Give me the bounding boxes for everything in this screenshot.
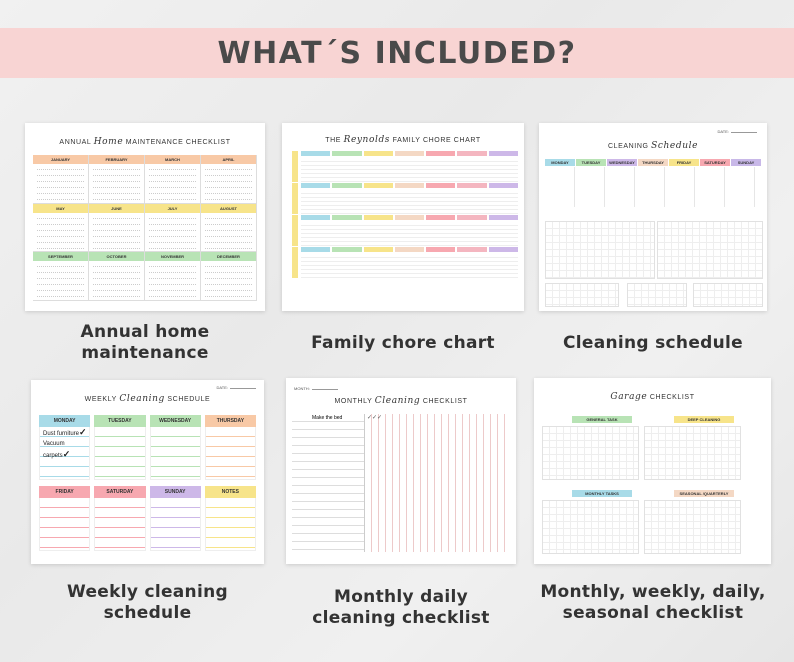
day-header (364, 183, 393, 188)
task-line (205, 232, 252, 237)
task-line (93, 262, 140, 267)
task-line (149, 268, 196, 273)
day-header: FRIDAY (39, 486, 90, 498)
task-line (93, 274, 140, 279)
month-field: MONTH: (294, 386, 338, 391)
weekly-date-field: DATE: (217, 385, 256, 390)
day-header (301, 247, 330, 252)
month-header: FEBRUARY (89, 155, 144, 164)
caption-weekly: Weekly cleaning schedule (67, 582, 228, 623)
person-group (292, 151, 518, 182)
task-line (37, 189, 84, 194)
month-header: JUNE (89, 204, 144, 213)
monthly-checklist-preview (286, 378, 516, 564)
day-body (39, 427, 90, 480)
section-grid (644, 426, 741, 480)
caption-monthly: Monthly daily cleaning checklist (312, 587, 490, 628)
day-header: SUNDAY (150, 486, 201, 498)
section-header: SEASONAL /QUARTERLY (674, 490, 734, 497)
day-header (364, 215, 393, 220)
month-cell (145, 155, 201, 204)
day-header: THURSDAY (205, 415, 256, 427)
monthly-checks: ✓✓✓ (367, 415, 383, 421)
task-line (37, 238, 84, 243)
task-line (93, 232, 140, 237)
task-line (93, 220, 140, 225)
task-line (37, 268, 84, 273)
month-header: NOVEMBER (145, 252, 200, 261)
day-header-row (301, 215, 518, 220)
caption-cleaning: Cleaning schedule (563, 333, 743, 353)
task-line (37, 262, 84, 267)
annual-preview-title: ANNUAL Home MAINTENANCE CHECKLIST (59, 137, 231, 147)
task-line (205, 238, 252, 243)
task-line (37, 171, 84, 176)
day-column (205, 486, 256, 551)
month-header: JANUARY (33, 155, 88, 164)
task-line (205, 226, 252, 231)
task-line (205, 274, 252, 279)
section-header: DEEP CLEANING (674, 416, 734, 423)
chore-lines (301, 222, 518, 246)
task-line (149, 274, 196, 279)
day-header-row (301, 247, 518, 252)
task-line (205, 262, 252, 267)
monthly-preview-title: MONTHLY Cleaning CHECKLIST (334, 396, 468, 406)
task-line (37, 244, 84, 249)
day-header: MONDAY (545, 159, 575, 166)
day-header: TUESDAY (576, 159, 606, 166)
day-header (489, 183, 518, 188)
task-line (205, 177, 252, 182)
task-line (93, 165, 140, 170)
person-tag (292, 183, 298, 214)
task-text: Dust furniture (43, 431, 80, 437)
day-header: THURSDAY (638, 159, 668, 166)
day-body (205, 427, 256, 480)
caption-chore: Family chore chart (311, 333, 495, 353)
task-line (37, 232, 84, 237)
task-line (149, 214, 196, 219)
month-cell (33, 252, 89, 301)
cleaning-preview-title: CLEANING Schedule (607, 141, 699, 151)
quarterly-block (545, 283, 619, 307)
task-line (149, 165, 196, 170)
task-line (149, 238, 196, 243)
month-cell (201, 252, 257, 301)
task-line (93, 268, 140, 273)
day-header (332, 151, 361, 156)
task-row (40, 439, 89, 461)
day-column (94, 415, 145, 480)
month-header: AUGUST (201, 204, 256, 213)
day-header (489, 247, 518, 252)
task-line (37, 274, 84, 279)
task-line (37, 220, 84, 225)
task-line (149, 220, 196, 225)
task-line (205, 165, 252, 170)
task-line (205, 292, 252, 297)
day-header (457, 151, 486, 156)
day-header: WEDNESDAY (150, 415, 201, 427)
cleaning-day-headers (545, 159, 761, 166)
task-line (149, 286, 196, 291)
task-line (149, 226, 196, 231)
task-line (149, 189, 196, 194)
task-line (205, 189, 252, 194)
day-header (332, 215, 361, 220)
month-cell (33, 204, 89, 253)
day-header (426, 215, 455, 220)
day-column (205, 415, 256, 480)
month-header: MAY (33, 204, 88, 213)
month-cell (33, 155, 89, 204)
person-tag (292, 151, 298, 182)
task-line (93, 292, 140, 297)
task-line (37, 226, 84, 231)
day-header: TUESDAY (94, 415, 145, 427)
task-line (149, 195, 196, 200)
section-header: GENERAL TASK (572, 416, 632, 423)
caption-annual: Annual home maintenance (80, 322, 210, 363)
day-header-row (301, 183, 518, 188)
caption-garage: Monthly, weekly, daily, seasonal checklist (540, 582, 766, 623)
garage-checklist-preview (534, 378, 771, 564)
task-line (37, 165, 84, 170)
task-line (205, 286, 252, 291)
task-line (93, 183, 140, 188)
task-line (205, 220, 252, 225)
task-text: Vacuum carpets (43, 441, 65, 459)
person-group (292, 215, 518, 246)
day-body (150, 498, 201, 551)
day-header (489, 151, 518, 156)
day-header (426, 247, 455, 252)
page-title: WHAT´S INCLUDED? (217, 35, 577, 71)
day-header (457, 183, 486, 188)
day-header: SATURDAY (700, 159, 730, 166)
section-header: MONTHLY TASKS (572, 490, 632, 497)
person-group (292, 183, 518, 214)
month-cell (145, 204, 201, 253)
month-header: MARCH (145, 155, 200, 164)
day-column (150, 415, 201, 480)
day-body (94, 498, 145, 551)
month-header: JULY (145, 204, 200, 213)
section-grid (542, 500, 639, 554)
chore-grid (292, 151, 518, 303)
day-body (39, 498, 90, 551)
task-row (40, 427, 89, 439)
task-line (93, 214, 140, 219)
task-line (37, 177, 84, 182)
day-header (457, 215, 486, 220)
task-line (93, 280, 140, 285)
weekly-schedule-preview (31, 380, 264, 564)
annual-month-grid (33, 155, 257, 301)
first-task: Make the bed (312, 415, 343, 421)
task-line (149, 171, 196, 176)
task-line (149, 262, 196, 267)
day-header (395, 151, 424, 156)
day-header (489, 215, 518, 220)
day-header: SATURDAY (94, 486, 145, 498)
task-line (205, 214, 252, 219)
weekly-top-row (39, 415, 256, 480)
task-line (149, 244, 196, 249)
day-column (39, 415, 90, 480)
day-body (94, 427, 145, 480)
day-header (364, 247, 393, 252)
task-line (93, 171, 140, 176)
task-line (93, 244, 140, 249)
day-header (301, 183, 330, 188)
day-body (150, 427, 201, 480)
annual-maintenance-preview (25, 123, 265, 311)
task-line (37, 280, 84, 285)
weekly-bottom-row (39, 486, 256, 551)
chore-chart-preview (282, 123, 524, 311)
task-line (149, 292, 196, 297)
month-cell (89, 155, 145, 204)
day-header (332, 247, 361, 252)
monthly-block (657, 221, 763, 279)
task-line (205, 171, 252, 176)
day-header (301, 151, 330, 156)
day-header (301, 215, 330, 220)
task-line (37, 214, 84, 219)
day-header: MONDAY (39, 415, 90, 427)
month-cell (201, 204, 257, 253)
day-header: FRIDAY (669, 159, 699, 166)
month-header: DECEMBER (201, 252, 256, 261)
task-line (205, 244, 252, 249)
person-tag (292, 247, 298, 278)
day-header: WEDNESDAY (607, 159, 637, 166)
month-header: SEPTEMBER (33, 252, 88, 261)
day-header-row (301, 151, 518, 156)
chore-lines (301, 190, 518, 214)
month-cell (89, 252, 145, 301)
month-cell (89, 204, 145, 253)
person-tag (292, 215, 298, 246)
task-line (93, 286, 140, 291)
task-line (149, 183, 196, 188)
task-line (205, 268, 252, 273)
day-header (332, 183, 361, 188)
day-header (395, 247, 424, 252)
garage-preview-title: Garage CHECKLIST (610, 392, 695, 402)
task-line (93, 195, 140, 200)
month-cell (145, 252, 201, 301)
day-header (364, 151, 393, 156)
cleaning-schedule-preview (539, 123, 767, 311)
month-header: OCTOBER (89, 252, 144, 261)
task-line (93, 177, 140, 182)
chore-lines (301, 158, 518, 182)
month-header: APRIL (201, 155, 256, 164)
title-banner (0, 28, 794, 78)
task-line (149, 280, 196, 285)
section-grid (542, 426, 639, 480)
cleaning-week-body (545, 167, 761, 207)
day-header (457, 247, 486, 252)
section-grid (644, 500, 741, 554)
day-column (150, 486, 201, 551)
check-icon: ✓ (62, 449, 71, 459)
task-line (37, 195, 84, 200)
day-header (395, 183, 424, 188)
chore-preview-title: THE Reynolds FAMILY CHORE CHART (325, 135, 481, 145)
month-cell (201, 155, 257, 204)
task-line (93, 226, 140, 231)
day-header: SUNDAY (731, 159, 761, 166)
check-icon: ✓ (79, 427, 87, 437)
task-line (149, 232, 196, 237)
day-column (39, 486, 90, 551)
semi-annual-block (627, 283, 687, 307)
task-line (37, 183, 84, 188)
day-header (426, 183, 455, 188)
day-body (205, 498, 256, 551)
monthly-grid (292, 414, 510, 552)
date-field: DATE: (718, 129, 757, 134)
daily-block (545, 221, 655, 279)
day-header (426, 151, 455, 156)
chore-lines (301, 254, 518, 278)
weekly-preview-title: WEEKLY Cleaning SCHEDULE (84, 394, 211, 404)
person-group (292, 247, 518, 278)
day-header (395, 215, 424, 220)
day-header: NOTES (205, 486, 256, 498)
day-column (94, 486, 145, 551)
task-line (205, 195, 252, 200)
annual-block (693, 283, 763, 307)
task-line (37, 286, 84, 291)
task-line (205, 183, 252, 188)
task-line (149, 177, 196, 182)
task-line (93, 238, 140, 243)
task-line (93, 189, 140, 194)
task-line (205, 280, 252, 285)
task-line (37, 292, 84, 297)
